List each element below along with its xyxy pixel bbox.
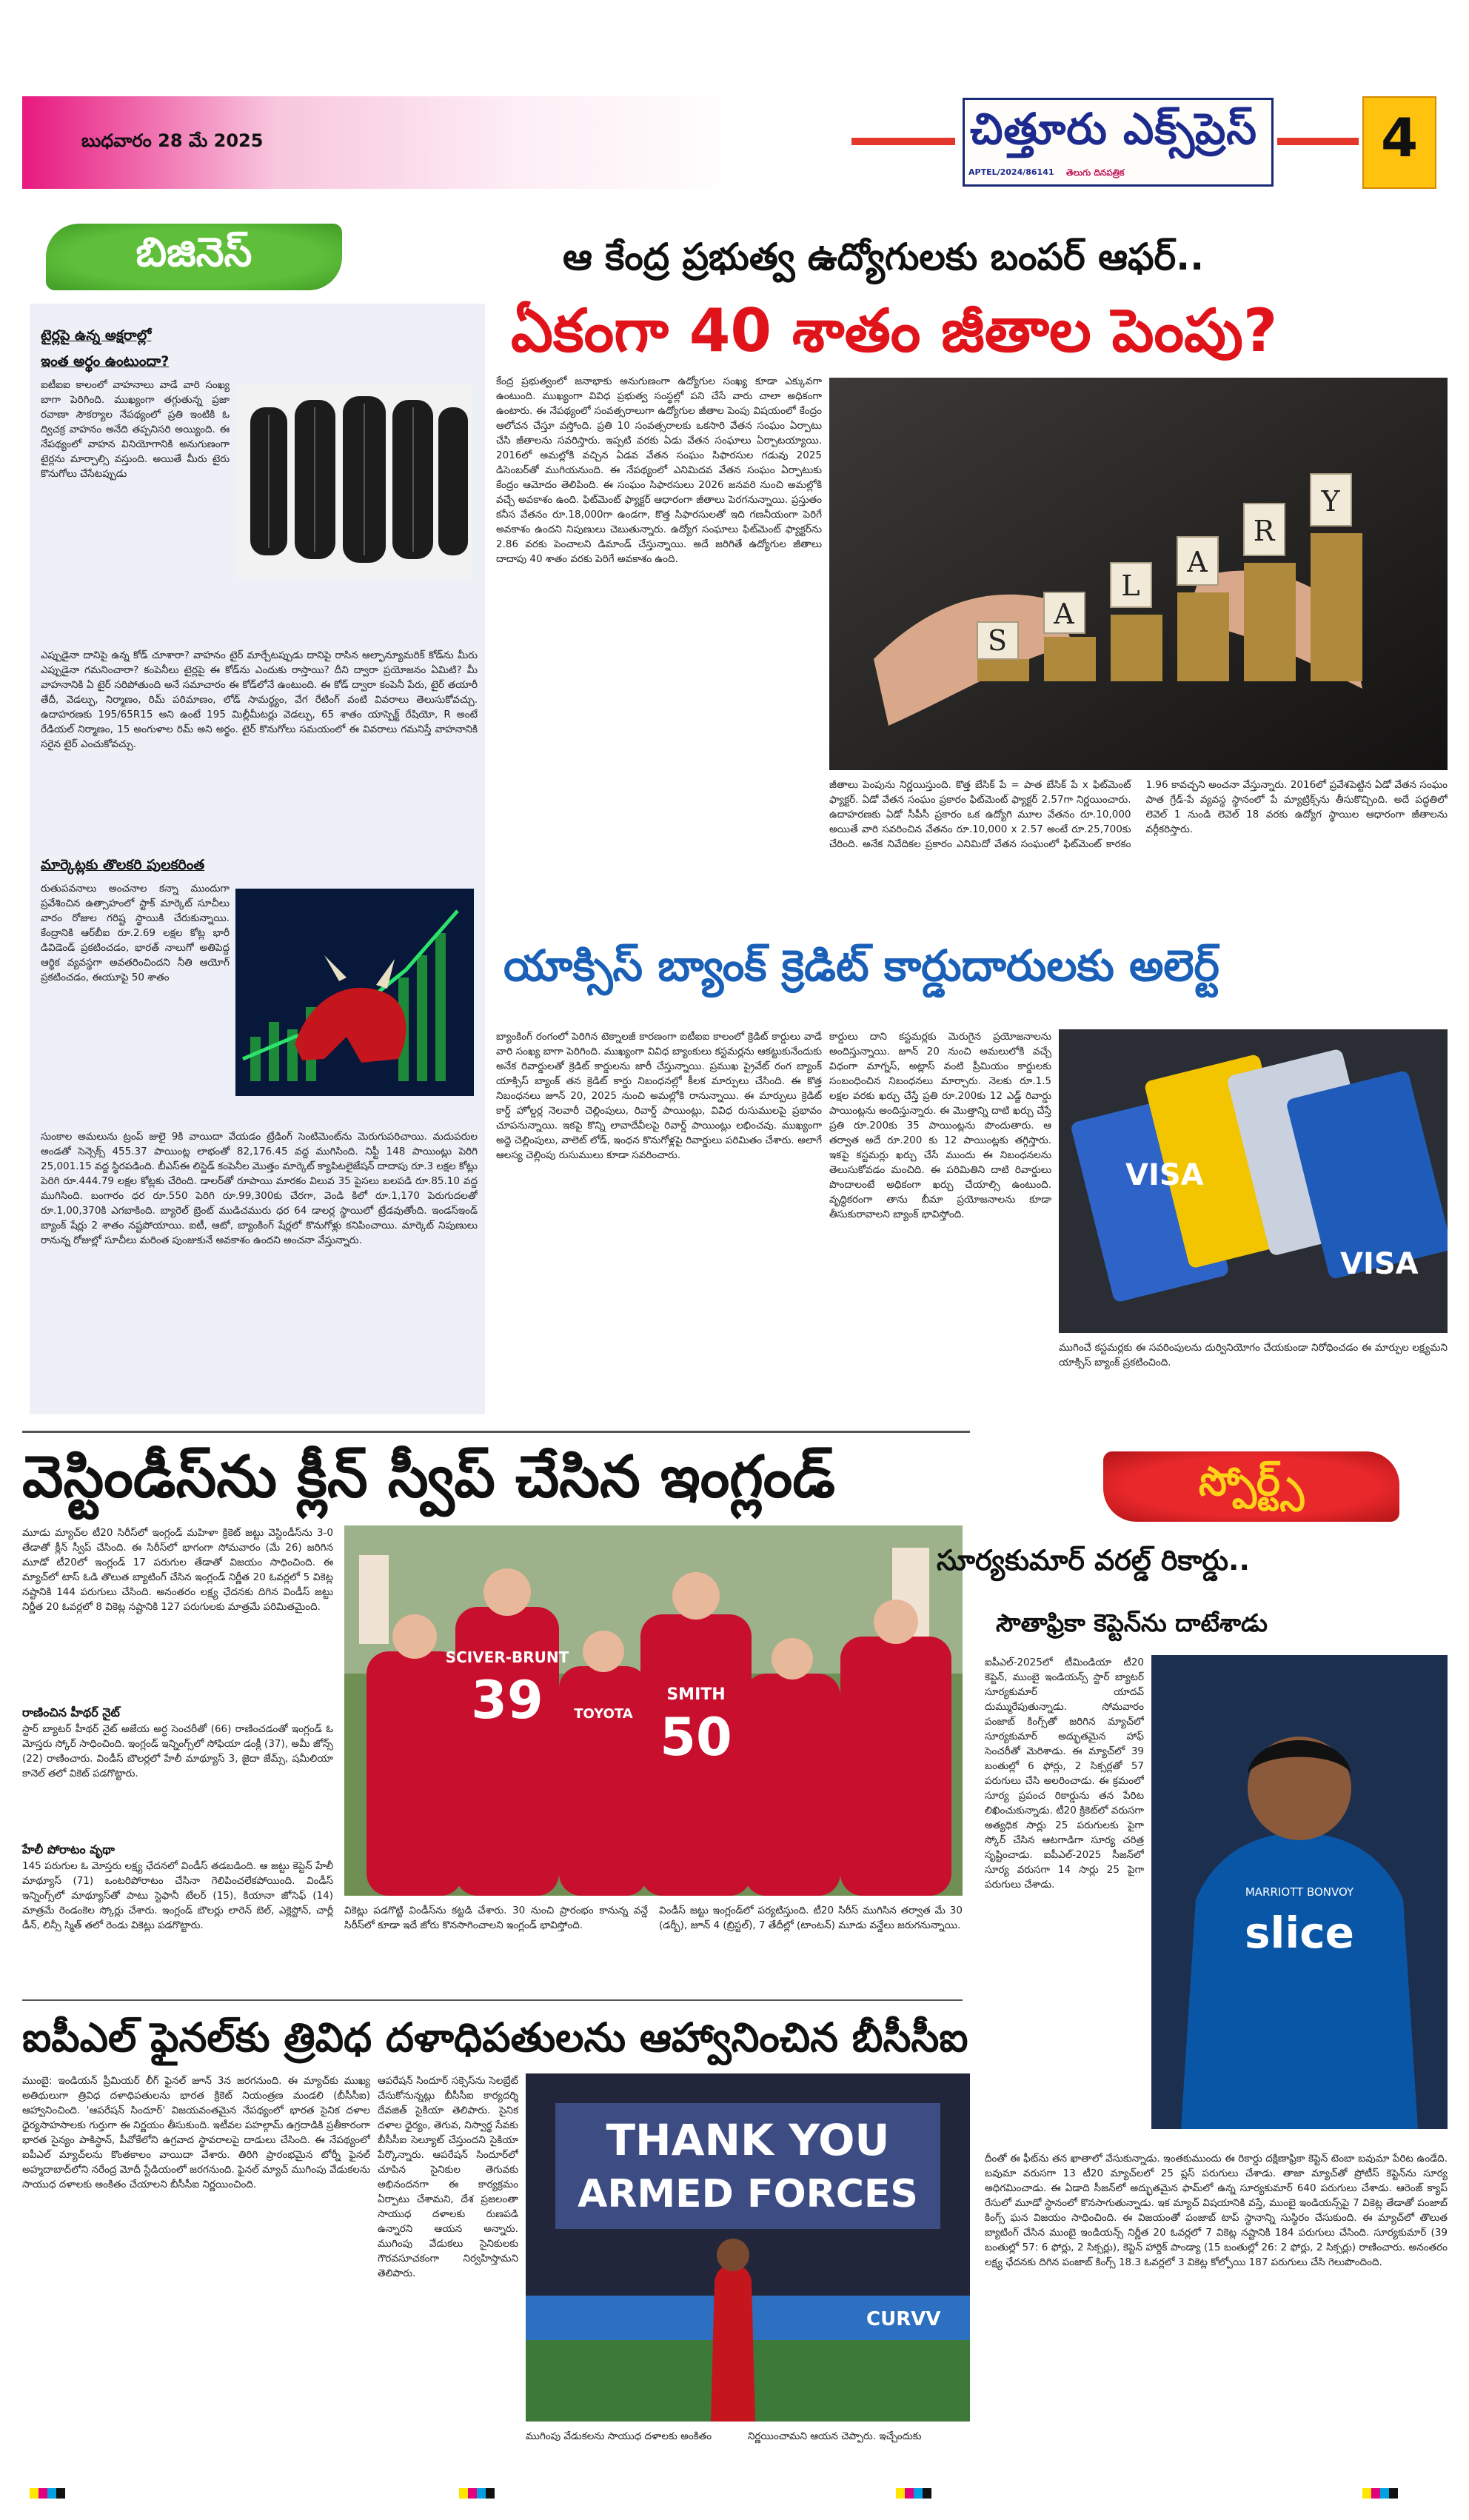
registration-number: APTEL/2024/86141 <box>968 167 1054 177</box>
salary-block-6: Y <box>1321 485 1340 518</box>
card-brand-1: VISA <box>1125 1158 1204 1192</box>
section-banner-business: బిజినెస్ <box>46 224 342 290</box>
axis-story-col2: కార్డులు దాని కస్టమర్లకు మెరుగైన ప్రయోజనాలను అందిస్తున్నాయి. జూన్ 20 నుంచి అమలులోకి వచ్చే విధంగా మాగ్నస్, అట్లాస్ వంటి ప్రీమియం కార్డులకు సంబంధించిన నిబంధనలు మార్చారు. నెలకు రూ.1.5 లక్షల వరకు ఖర్చు చేస్తే ప్రతి రూ.200కు 12 ఎడ్జ్ రివార్డు పాయింట్లను అందిస్తున్నారు. ఈ మొత్తాన్ని దాటి ఖర్చు చేస్తే ప్రతి రూ.200కు 35 పాయింట్లను పొందుతారు. ఆ తర్వాత అదే రూ.200 కు 12 పాయింట్లకు తగ్గిస్తారు. ఇకపై కస్టమర్లు ఖర్చు చేసే ముందు ఈ నిబంధనలను తెలుసుకోవడం మంచిది. ఈ పరిమితిని దాటి రివార్డులు పొందాలంటే అధికంగా ఖర్చు చేయాల్సి ఉంటుంది. వృద్ధికరంగా తాను బీమా ప్రయోజనాలను కూడా తీసుకురావాలని బ్యాంక్ భావిస్తోంది. <box>829 1031 1051 1220</box>
surya-photo <box>1151 1655 1448 2129</box>
bull-chart-icon <box>235 889 474 1096</box>
surya-story-body-side: ఐపీఎల్-2025లో టీమిండియా టీ20 కెప్టెన్, ముంబై ఇండియన్స్ స్టార్ బ్యాటర్ సూర్యకుమార్ యాదవ్ దుమ్మురేపుతున్నాడు. సోమవారం పంజాబ్ కింగ్స్‌తో జరిగిన మ్యాచ్‌లో సూర్యకుమార్ అద్భుతమైన హాఫ్ సెంచరీతో మెరిశాడు. ఈ మ్యాచ్‌లో 39 బంతుల్లో 6 ఫోర్లు, 2 సిక్సర్లతో 57 పరుగులు చేసి అలరించాడు. ఈ క్రమంలో సూర్య ప్రపంచ రికార్డును తన పేరిట లిఖించుకున్నాడు. టీ20 క్రికెట్‌లో వరుసగా అత్యధిక సార్లు 25 పరుగులకు పైగా స్కోర్ చేసిన ఆటగాడిగా సూర్య చరిత్ర సృష్టించాడు. ఐపీఎల్-2025 సీజన్‌లో సూర్య వరుసగా 14 సార్లు 25 పైగా పరుగులు చేశాడు. <box>985 1657 1144 1891</box>
masthead-rule-right <box>1277 138 1359 145</box>
eng-story-sub2: హేలీ పోరాటం వృథా <box>22 1842 115 1856</box>
armed-forces-photo <box>526 2073 970 2422</box>
eng-story-body3: 145 పరుగుల ఓ మోస్తరు లక్ష్య ఛేదనలో విండీస్ తడబడింది. ఆ జట్టు కెప్టెన్ హేలీ మాథ్యూస్ (71) ఒంటరిపోరాటం చేసినా గెలిపించలేకపోయింది. విండీస్ ఇన్నింగ్స్‌లో మాథ్యూస్‌తో పాటు స్టెఫానీ టేలర్ (15), కియానా జోసెఫ్ (14) మాత్రమే రెండంకెల స్కోర్లు చేశారు. ఇంగ్లండ్ బౌలర్లు లారెన్ బెల్, ఎక్లెస్టోన్, చార్లీ డీన్, లిన్సీ స్మిత్ తలో రెండు వికెట్లు పడగొట్టారు. <box>22 1860 333 1931</box>
tyre-photo <box>235 385 472 578</box>
surya-story-body: దీంతో ఈ ఫీట్‌ను తన ఖాతాలో వేసుకున్నాడు. ఇంతకుముందు ఈ రికార్డు దక్షిణాఫ్రికా కెప్టెన్ టెంబా బవుమా పేరిట ఉండేది. బవుమా వరుసగా 13 టీ20 మ్యాచ్‌లలో 25 ప్లస్ పరుగులు చేశాడు. తాజా మ్యాచ్‌తో ప్రోటీస్ కెప్టెన్‌ను సూర్య అధిగమించాడు. ఈ ఏడాది సీజన్‌లో అద్భుతమైన ఫామ్‌లో ఉన్న సూర్యకుమార్ 640 పరుగులు చేశాడు. ఆరెంజ్ క్యాప్ రేసులో మూడో స్థానంలో కొనసాగుతున్నాడు. ఇక మ్యాచ్ విషయానికి వస్తే, ముంబై ఇండియన్స్‌పై 7 వికెట్ల తేడాతో పంజాబ్ కింగ్స్ ఘన విజయం సాధించింది. ఈ విజయంతో పంజాబ్ టాప్ స్థానాన్ని సుస్థిరం చేసుకుంది. ఈ మ్యాచ్‌లో తొలుత బ్యాటింగ్ చేసిన ముంబై ఇండియన్స్ నిర్ణీత 20 ఓవర్లలో 7 వికెట్ల నష్టానికి 184 పరుగులు చేసింది. సూర్యకుమార్ (39 బంతుల్లో 57: 6 ఫోర్లు, 2 సిక్సర్లు), కెప్టెన్ హార్దిక్ పాండ్యా (15 బంతుల్లో 26: 2 ఫోర్లు, 2 సిక్సర్లు) రాణించారు. అనంతరం లక్ష్య ఛేదనకు దిగిన పంజాబ్ కింగ్స్ 18.3 ఓవర్లలో 3 వికెట్ల కోల్పోయి 187 పరుగులు చేసి గెలుపొందింది. <box>985 2153 1448 2268</box>
eng-story-sub1: రాణించిన హీథర్ నైట్ <box>22 1705 120 1719</box>
banner-line-1: THANK YOU <box>606 2115 890 2165</box>
tyre-story-subkicker: ఇంత అర్థం ఉంటుందా? <box>41 353 170 370</box>
tyre-stack-icon <box>235 385 472 578</box>
axis-story-col1: బ్యాంకింగ్ రంగంలో పెరిగిన టెక్నాలజీ కారణంగా ఐటీఐఐ కాలంలో క్రెడిట్ కార్డులు వాడే వారి సంఖ్య బాగా పెరిగింది. ముఖ్యంగా వివిధ బ్యాంకులు కస్టమర్లను ఆకట్టుకునేందుకు అనేక రివార్డులతో క్రెడిట్ కార్డులను జారీ చేస్తున్నాయి. ప్రముఖ ప్రైవేట్ రంగ బ్యాంక్ యాక్సిస్ బ్యాంక్ తన క్రెడిట్ కార్డు నిబంధనల్లో కీలక మార్పులు చేసింది. ఈ కొత్త నిబంధనలు జూన్ 20, 2025 నుంచి అమల్లోకి రానున్నాయి. ఈ మార్పులు క్రెడిట్ కార్డ్ హోల్డర్ల నెలవారీ చెల్లింపులు, రివార్డ్ పాయింట్లు, వివిధ రుసుములపై ప్రభావం చూపనున్నాయి. ఇకపై కొన్ని లావాదేవీలపై రివార్డ్ పాయింట్లు లభించవు. ముఖ్యంగా అద్దె చెల్లింపులు, వాలెట్ లోడ్, ఇంధన కొనుగోళ్లపై రివార్డులు పరిమితం చేశారు. అలాగే ఆలస్య చెల్లింపు రుసుములు కూడా సవరించారు. <box>496 1031 822 1161</box>
player-name-1: SCIVER-BRUNT <box>445 1648 569 1666</box>
section-rule <box>22 1431 970 1433</box>
masthead-rule-left <box>851 138 955 145</box>
gov-story-col1: కేంద్ర ప్రభుత్వంలో జనాభాకు అనుగుణంగా ఉద్యోగుల సంఖ్య కూడా ఎక్కువగా ఉంటుంది. ముఖ్యంగా వివిధ ప్రభుత్వ సంస్థల్లో పని చేసే వారు చాలా అధికంగా ఉంటారు. ఈ నేపథ్యంలో సంవత్సరాలుగా ఉద్యోగుల జీతాల పెంపు విషయంలో కేంద్రం ఆలోచన చేస్తూ వస్తోంది. ప్రతి 10 సంవత్సరాలకు ఒకసారి వేతన సంఘం ఏర్పాటు చేసి జీతాలను సవరిస్తారు. ఇప్పటి వరకు ఏడు వేతన సంఘాలు ఏర్పాటయ్యాయి. 2016లో అమల్లోకి వచ్చిన ఏడవ వేతన సంఘం సిఫారసుల గడువు 2025 డిసెంబర్‌తో ముగియనుంది. ఈ నేపథ్యంలో ఎనిమిదవ వేతన సంఘం ఏర్పాటుకు కేంద్రం ఆమోదం తెలిపింది. ఈ సంఘం సిఫారసులు 2026 జనవరి నుంచి అమల్లోకి వచ్చే అవకాశం ఉంది. ఫిట్‌మెంట్ ఫ్యాక్టర్ ఆధారంగా జీతాలు పెరగనున్నాయి. ప్రస్తుతం కనీస వేతనం రూ.18,000గా ఉండగా, కొత్త సిఫారసులతో ఇది గణనీయంగా పెరిగే అవకాశం ఉందని నిపుణులు చెబుతున్నారు. ఉద్యోగ సంఘాలు ఫిట్‌మెంట్ ఫ్యాక్టర్‌ను 2.86 వరకు పెంచాలని డిమాండ్ చేస్తున్నాయి. అదే జరిగితే ఉద్యోగుల జీతాలు దాదాపు 40 శాతం వరకు పెరిగే అవకాశం ఉంది. <box>496 375 822 565</box>
ipl-story-col2: ఆపరేషన్ సిందూర్ సక్సెస్‌ను సెలబ్రేట్ చేసుకోనున్నట్లు బీసీసీఐ కార్యదర్శి దేవజిత్ సైకియా తెలిపారు. సైనిక దళాల ధైర్యం, తెగువ, నిస్వార్థ సేవకు బీసీసీఐ సెల్యూట్ చేస్తుందని సైకియా పేర్కొన్నారు. ఆపరేషన్ సిందూర్‌లో చూపిన సైనికుల తెగువకు అభినందనగా ఈ కార్యక్రమం ఏర్పాటు చేశామని, దేశ ప్రజలంతా సాయుధ దళాలకు రుణపడి ఉన్నారని ఆయన అన్నారు. ముగింపు వేడుకలు సైనికులకు గౌరవసూచకంగా నిర్వహిస్తామని తెలిపారు. <box>378 2075 518 2279</box>
ipl-photo-caption-left: ముగింపు వేడుకలను సాయుధ దళాలకు అంకితం <box>526 2430 712 2442</box>
tyre-story-body: ఎప్పుడైనా దానిపై ఉన్న కోడ్ చూశారా? వాహనం టైర్ మార్చేటప్పుడు దానిపై రాసిన ఆల్ఫాన్యూమరిక్ కోడ్‌ను మీరు ఎప్పుడైనా గమనించారా? కంపెనీలు టైర్లపై ఈ కోడ్‌ను ఎందుకు రాస్తాయి? దీని ద్వారా ప్రయోజనం ఏమిటి? మీ వాహనానికి ఏ టైర్ సరిపోతుంది అనే సమాచారం ఈ కోడ్‌లోనే ఉంటుంది. ఈ కోడ్ ద్వారా కంపెనీ పేరు, టైర్ తయారీ తేదీ, వెడల్పు, నిర్మాణం, రిమ్ పరిమాణం, లోడ్ సామర్థ్యం, వేగ రేటింగ్ వంటి వివరాలు తెలుసుకోవచ్చు. ఉదాహరణకు 195/65R15 అని ఉంటే 195 మిల్లీమీటర్లు వెడల్పు, 65 శాతం యాస్పెక్ట్ రేషియో, R అంటే రేడియల్ నిర్మాణం, 15 అంగుళాల రిమ్ అని అర్థం. టైర్ కొనుగోలు సమయంలో ఈ వివరాలు గమనిస్తే వాహనానికి సరైన టైర్ ఎంచుకోవచ్చు. <box>41 649 478 750</box>
eng-story-headline: వెస్టిండీస్‌ను క్లీన్ స్వీప్ చేసిన ఇంగ్లండ్ <box>22 1444 835 1511</box>
issue-date: బుధవారం 28 మే 2025 <box>81 130 264 151</box>
paper-name: చిత్తూరు ఎక్స్‌ప్రెస్ <box>970 104 1257 154</box>
salary-photo <box>829 378 1448 770</box>
tyre-story-kicker: టైర్లపై ఉన్న అక్షరాల్లో <box>41 327 152 344</box>
market-photo <box>235 889 474 1096</box>
eng-photo-caption-right: విండీస్ జట్టు ఇంగ్లండ్‌లో పర్యటిస్తుంది. టీ20 సిరీస్ ముగిసిన తర్వాత మే 30 (డర్బీ), జూన్ 4 (బ్రిస్టల్), 7 తేదీల్లో (టాంటన్) మూడు వన్డేలు జరుగనున్నాయి. <box>659 1905 963 1931</box>
axis-story-under-photo: ముగించే కస్టమర్లకు ఈ సవరింపులను దుర్వినియోగం చేయకుండా నిరోధించడం ఈ మార్పుల లక్ష్యమని యాక్సిస్ బ్యాంక్ ప్రకటించింది. <box>1059 1342 1448 1368</box>
player-number-2: 50 <box>660 1707 732 1768</box>
board-sponsor: CURVV <box>866 2308 941 2330</box>
gov-story-headline: ఏకంగా 40 శాతం జీతాల పెంపు? <box>511 296 1278 365</box>
market-story-body-side: రుతుపవనాలు అంచనాల కన్నా ముందుగా ప్రవేశించిన ఉత్సాహంలో స్టాక్ మార్కెట్ సూచీలు వారం రోజుల గరిష్ట స్థాయికి చేరుకున్నాయి. కేంద్రానికి ఆర్‌బీఐ రూ.2.69 లక్షల కోట్ల భారీ డివిడెండ్ ప్రకటించడం, భారత్ నాలుగో అతిపెద్ద ఆర్థిక వ్యవస్థగా అవతరించిందని నీతి ఆయోగ్ ప్రకటించడం, ఈయూపై 50 శాతం <box>41 883 230 983</box>
market-story-headline: మార్కెట్లకు తొలకరి పులకరింత <box>41 857 205 873</box>
player-name-2: SMITH <box>666 1685 726 1704</box>
mi-hotel-sponsor: MARRIOTT BONVOY <box>1245 1885 1354 1899</box>
jersey-sponsor: TOYOTA <box>574 1706 633 1722</box>
ipl-photo-caption-right: నిర్ణయించామని ఆయన చెప్పారు. ఇచ్చేందుకు <box>748 2430 922 2442</box>
surya-story-kicker: సూర్యకుమార్ వరల్డ్ రికార్డు.. <box>937 1544 1250 1577</box>
eng-photo-caption-left: వికెట్లు పడగొట్టి విండీస్‌ను కట్టడి చేశారు. 30 నుంచి ప్రారంభం కానున్న వన్డే సిరీస్‌లో కూడా ఇదే జోరు కొనసాగించాలని ఇంగ్లండ్ భావిస్తోంది. <box>344 1905 648 1931</box>
salary-block-1: S <box>987 624 1008 657</box>
mi-sponsor: slice <box>1244 1908 1355 1958</box>
salary-block-2: A <box>1054 598 1074 630</box>
ipl-rule <box>22 1999 963 2001</box>
salary-block-5: R <box>1253 515 1275 547</box>
tyre-story-body-top: ఐటీఐఐ కాలంలో వాహనాలు వాడే వారి సంఖ్య బాగా పెరిగింది. ముఖ్యంగా తగ్గుతున్న ప్రజా రవాణా సౌకర్యాల నేపథ్యంలో ప్రతి ఇంటికి ఓ ద్విచక్ర వాహనం అనేది తప్పనిసరి అయ్యింది. ఈ నేపథ్యంలో వాహన వినియోగానికి అనుగుణంగా టైర్లను మార్చాల్సి వస్తుంది. అయితే మీరు టైరు కొనుగోలు చేసేటప్పుడు <box>41 379 230 480</box>
credit-cards-photo <box>1059 1029 1448 1333</box>
ipl-story-col1: ముంబై: ఇండియన్ ప్రీమియర్ లీగ్ ఫైనల్ జూన్ 3న జరగనుంది. ఈ మ్యాచ్‌కు ముఖ్య అతిథులుగా త్రివిధ దళాధిపతులను భారత క్రికెట్ నియంత్రణ మండలి (బీసీసీఐ) ఆహ్వానించింది. 'ఆపరేషన్ సిందూర్' విజయవంతమైన నేపథ్యంలో భారత సైనిక దళాల ధైర్యసాహసాలకు గుర్తుగా ఈ నిర్ణయం తీసుకుంది. ఇటీవల పహల్గామ్ ఉగ్రదాడికి ప్రతీకారంగా భారత సైన్యం పాకిస్థాన్, పీవోకేలోని ఉగ్రవాద స్థావరాలపై దాడులు చేసింది. ఈ నేపథ్యంలో ఐపీఎల్ మ్యాచ్‌లను కొంతకాలం వాయిదా వేశారు. తిరిగి ప్రారంభమైన టోర్నీ ఫైనల్ అహ్మదాబాద్‌లోని నరేంద్ర మోదీ స్టేడియంలో జరగనుంది. ఫైనల్ మ్యాచ్ ముగింపు వేడుకలను సాయుధ దళాలకు అంకితం చేయాలని బీసీసీఐ నిర్ణయించింది. <box>22 2075 370 2190</box>
salary-block-3: L <box>1121 569 1140 602</box>
banner-line-2: ARMED FORCES <box>578 2172 918 2216</box>
salary-block-4: A <box>1187 546 1208 578</box>
page-number: 4 <box>1380 107 1419 169</box>
surya-story-subhead: సౌతాఫ్రికా కెప్టెన్‌ను దాటేశాడు <box>996 1608 1268 1637</box>
axis-story-headline: యాక్సిస్ బ్యాంక్ క్రెడిట్ కార్డుదారులకు అలెర్ట్ <box>503 940 1219 991</box>
paper-tagline: తెలుగు దినపత్రిక <box>1066 167 1125 178</box>
section-banner-sports: స్పోర్ట్స్ <box>1103 1451 1399 1522</box>
eng-story-body2: స్టార్ బ్యాటర్ హీథర్ నైట్ అజేయ అర్ధ సెంచరీతో (66) రాణించడంతో ఇంగ్లండ్ ఓ మోస్తరు స్కోర్ సాధించింది. ఇంగ్లండ్ ఇన్నింగ్స్‌లో సోఫియా డంక్లీ (37), అమీ జోన్స్ (22) రాణించారు. విండీస్ బౌలర్లలో హేలీ మాథ్యూస్ 3, జైదా జేమ్స్, షమీలియా కానెల్ తలో వికెట్ పడగొట్టారు. <box>22 1723 333 1779</box>
eng-story-body: మూడు మ్యాచ్‌ల టీ20 సిరీస్‌లో ఇంగ్లండ్ మహిళా క్రికెట్ జట్టు వెస్టిండీస్‌ను 3-0 తేడాతో క్లీన్ స్వీప్ చేసింది. ఈ సిరీస్‌లో భాగంగా సోమవారం (మే 26) జరిగిన మూడో టీ20లో ఇంగ్లండ్ 17 పరుగుల తేడాతో విజయం సాధించింది. ఈ మ్యాచ్‌లో టాస్ ఓడి తొలుత బ్యాటింగ్ చేసిన ఇంగ్లండ్ నిర్ణీత 20 ఓవర్లలో 5 వికెట్ల నష్టానికి 144 పరుగులు చేసింది. అనంతరం లక్ష్య ఛేదనకు దిగిన విండీస్ జట్టు నిర్ణీత 20 ఓవర్లలో 8 వికెట్ల నష్టానికి 127 పరుగులకు మాత్రమే పరిమితమైంది. <box>22 1527 333 1613</box>
player-number-1: 39 <box>471 1670 543 1731</box>
gov-story-kicker: ఆ కేంద్ర ప్రభుత్వ ఉద్యోగులకు బంపర్ ఆఫర్.. <box>563 235 1205 278</box>
market-story-body: సుంకాల అమలును ట్రంప్ జులై 9కి వాయిదా వేయడం ట్రేడింగ్ సెంటిమెంట్‌ను మెరుగుపరిచాయి. మదుపరుల అండతో సెన్సెక్స్ 455.37 పాయింట్ల లాభంతో 82,176.45 వద్ద ముగిసింది. నిఫ్టీ 148 పాయింట్లు పెరిగి 25,001.15 వద్ద స్థిరపడింది. బీఎస్ఈ లిస్టెడ్ కంపెనీల మొత్తం మార్కెట్ క్యాపిటలైజేషన్ దాదాపు రూ.3 లక్షల కోట్లు పెరిగి రూ.444.79 లక్షల కోట్లకు చేరింది. డాలర్‌తో రూపాయి మారకం విలువ 35 పైసలు బలపడి రూ.85.10 వద్ద ముగిసింది. బంగారం ధర రూ.550 పెరిగి రూ.99,300కు చేరగా, వెండి కిలో రూ.1,170 పెరుగుదలతో రూ.1,00,370కి ఎగబాకింది. బ్యారెల్ బ్రెంట్ ముడిచమురు ధర 64 డాలర్ల స్థాయిలో ట్రేడవుతోంది. ఇండస్ఇండ్ బ్యాంక్ షేర్లు 2 శాతం నష్టపోయాయి. ఐటీ, ఆటో, బ్యాంకింగ్ షేర్లలో కొనుగోళ్లు కనిపించాయి. మార్కెట్ నిపుణులు రానున్న రోజుల్లో సూచీలు మరింత పుంజుకునే అవకాశం ఉందని అంచనా వేస్తున్నారు. <box>41 1131 478 1246</box>
gov-story-under-photo: జీతాలు పెంపును నిర్ణయిస్తుంది. కొత్త బేసిక్ పే = పాత బేసిక్ పే x ఫిట్‌మెంట్ ఫ్యాక్టర్. ఏడో వేతన సంఘం ప్రకారం ఫిట్‌మెంట్ ఫ్యాక్టర్ 2.57గా నిర్ణయించారు. ఉదాహరణకు ఏడో సీపీసీ ప్రకారం ఒక ఉద్యోగి మూల వేతనం రూ.10,000 అయితే వారి సవరించిన వేతనం రూ.10,000 x 2.57 అంటే రూ.25,700కు చేరింది. అనేక నివేదికల ప్రకారం ఎనిమిదో వేతన సంఘంలో ఫిట్‌మెంట్ కారకం 1.96 కావచ్చని అంచనా వేస్తున్నారు. 2016లో ప్రవేశపెట్టిన ఏడో వేతన సంఘం పాత గ్రేడ్-పే వ్యవస్థ స్థానంలో పే మ్యాట్రిక్స్‌ను తీసుకొచ్చింది. అదే పద్ధతిలో లెవెల్ 1 నుండి లెవెల్ 18 వరకు ఉద్యోగ స్థాయిల ఆధారంగా జీతాలను వర్గీకరిస్తారు. <box>829 779 1448 850</box>
card-brand-2: VISA <box>1340 1247 1419 1281</box>
ipl-story-headline: ఐపీఎల్ ఫైనల్‌కు త్రివిధ దళాధిపతులను ఆహ్వానించిన బీసీసీఐ <box>22 2014 968 2061</box>
england-team-photo <box>344 1525 963 1896</box>
